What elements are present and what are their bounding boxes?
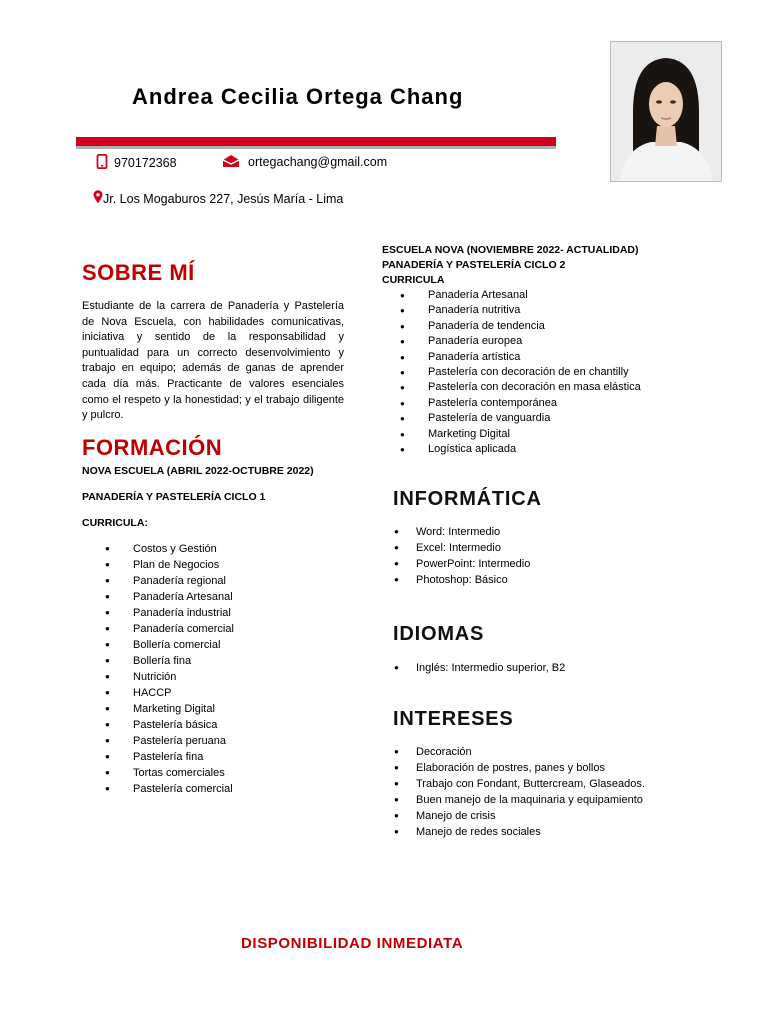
location-pin-icon: [93, 190, 103, 204]
list-item: ● Panadería Artesanal: [400, 288, 641, 303]
list-item: ● Pastelería comercial: [105, 781, 234, 797]
interests-heading: INTERESES: [393, 708, 514, 730]
list-item: ● Pastelería con decoración en masa elástica: [400, 380, 641, 395]
informatics-list: [394, 524, 634, 588]
list-item: ● Plan de Negocios: [105, 557, 234, 573]
list-item: ● Decoración: [394, 744, 606, 760]
header-accent-bar: [76, 137, 556, 146]
list-item: ● Pastelería fina: [105, 749, 234, 765]
list-item: ● Nutrición: [105, 669, 234, 685]
list-item: ● Logística aplicada: [400, 442, 641, 457]
list-item: ● Panadería Artesanal: [105, 589, 234, 605]
list-item: ● Pastelería con decoración de en chantilly: [400, 365, 641, 380]
school-1: NOVA ESCUELA (ABRIL 2022-OCTUBRE 2022): [82, 465, 314, 477]
interests-list: [394, 744, 645, 840]
availability-note: DISPONIBILIDAD INMEDIATA: [241, 935, 464, 952]
list-item: ● Trabajo con Fondant, Buttercream, Glaseados.: [394, 776, 606, 792]
list-item: ● PowerPoint: Intermedio: [394, 556, 634, 572]
list-item: ● HACCP: [105, 685, 234, 701]
phone-contact: [96, 154, 177, 170]
email-address[interactable]: ortegachang@gmail.com: [248, 155, 388, 169]
list-item: ● Panadería europea: [400, 334, 641, 349]
list-item: ● Pastelería básica: [105, 717, 234, 733]
curricula-label-1: CURRICULA:: [82, 517, 148, 529]
list-item: ● Pastelería contemporánea: [400, 396, 641, 411]
list-item: ● Panadería regional: [105, 573, 234, 589]
list-item: ● Panadería comercial: [105, 621, 234, 637]
portrait-image: [611, 42, 721, 181]
list-item: ● Buen manejo de la maquinaria y equipamiento: [394, 792, 606, 808]
list-item: ● Word: Intermedio: [394, 524, 634, 540]
list-item: ● Tortas comerciales: [105, 765, 234, 781]
list-item: ● Bollería comercial: [105, 637, 234, 653]
address-contact: [93, 190, 343, 206]
mail-icon: [222, 154, 240, 168]
list-item: ● Inglés: Intermedio superior, B2: [394, 660, 634, 676]
email-contact: [222, 154, 387, 169]
phone-number: 970172368: [114, 156, 177, 170]
list-item: ● Panadería industrial: [105, 605, 234, 621]
list-item: ● Pastelería de vanguardia: [400, 411, 641, 426]
about-heading: SOBRE MÍ: [82, 260, 195, 285]
program-1: PANADERÍA Y PASTELERÍA CICLO 1: [82, 491, 266, 503]
informatics-heading: INFORMÁTICA: [393, 488, 542, 510]
phone-icon: [96, 154, 108, 169]
list-item: ● Marketing Digital: [105, 701, 234, 717]
curricula-list-2: [400, 288, 641, 457]
candidate-name: Andrea Cecilia Ortega Chang: [132, 84, 464, 109]
list-item: ● Manejo de redes sociales: [394, 824, 606, 840]
school-2: ESCUELA NOVA (NOVIEMBRE 2022- ACTUALIDAD): [382, 244, 639, 256]
list-item: ● Photoshop: Básico: [394, 572, 634, 588]
header-bar-shadow: [76, 146, 556, 149]
list-item: ● Elaboración de postres, panes y bollos: [394, 760, 606, 776]
list-item: ● Bollería fina: [105, 653, 234, 669]
address-text: Jr. Los Mogaburos 227, Jesús María - Lima: [103, 192, 344, 206]
list-item: ● Pastelería peruana: [105, 733, 234, 749]
languages-heading: IDIOMAS: [393, 623, 485, 645]
profile-photo: [610, 41, 722, 182]
languages-list: [394, 660, 634, 676]
list-item: ● Panadería de tendencia: [400, 319, 641, 334]
list-item: ● Costos y Gestión: [105, 541, 234, 557]
list-item: ● Panadería nutritiva: [400, 303, 641, 318]
list-item: ● Excel: Intermedio: [394, 540, 634, 556]
list-item: ● Manejo de crisis: [394, 808, 606, 824]
curricula-list-1: [105, 541, 234, 797]
curricula-label-2: CURRICULA: [382, 274, 445, 286]
list-item: ● Marketing Digital: [400, 427, 641, 442]
program-2: PANADERÍA Y PASTELERÍA CICLO 2: [382, 259, 566, 271]
list-item: ● Panadería artística: [400, 350, 641, 365]
education-heading: FORMACIÓN: [82, 435, 223, 460]
about-paragraph: Estudiante de la carrera de Panadería y Pastelería de Nova Escuela, con habilidades comunicativas, iniciativa y sentido de la responsabilidad y puntualidad para un correcto desenvolvimiento y trabajo en equipo; además de ganas de aprender cada día más. Practicante de valores esenciales como el respeto y la honestidad; y el trabajo diligente y pulcro.: [82, 300, 344, 422]
